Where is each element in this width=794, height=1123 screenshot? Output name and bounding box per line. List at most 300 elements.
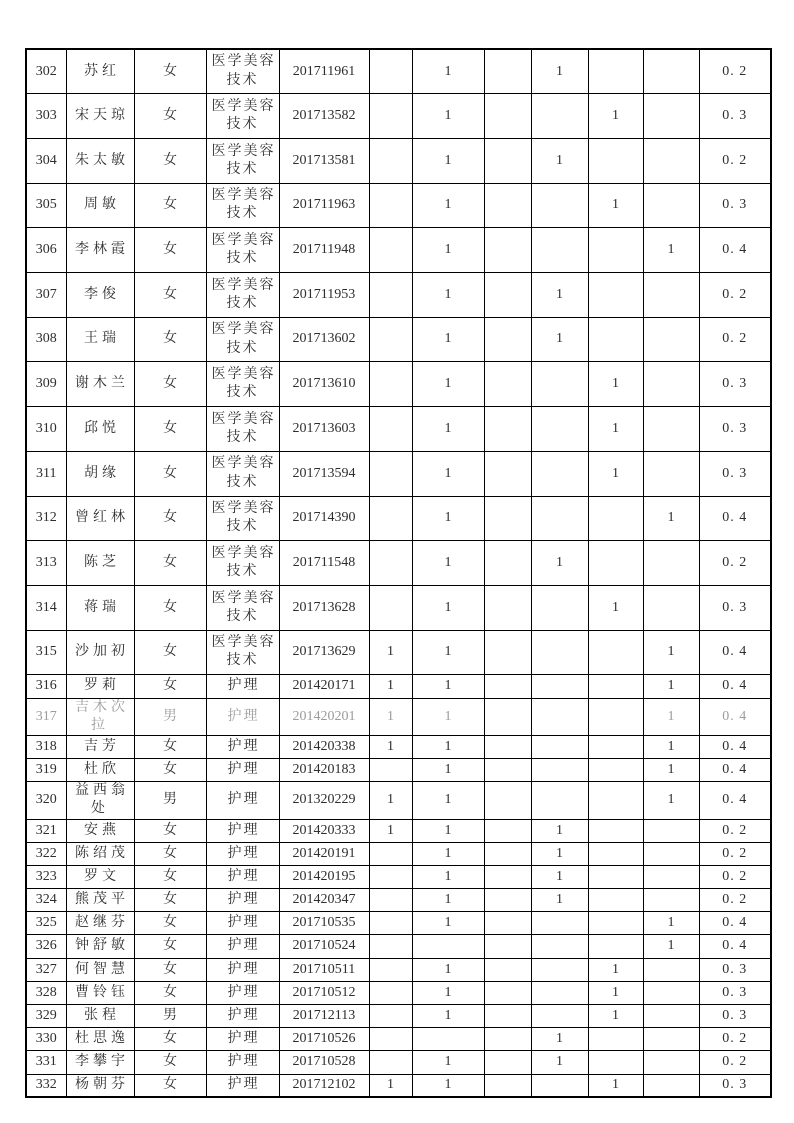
cell-mark-e bbox=[588, 541, 643, 586]
cell-name: 蒋瑞 bbox=[66, 585, 134, 630]
cell-mark-f bbox=[643, 819, 699, 842]
cell-mark-a bbox=[369, 317, 412, 362]
cell-row-number: 318 bbox=[26, 735, 66, 758]
cell-mark-b: 1 bbox=[412, 49, 484, 94]
cell-row-number: 322 bbox=[26, 842, 66, 865]
cell-mark-a bbox=[369, 958, 412, 981]
cell-name: 杜思逸 bbox=[66, 1028, 134, 1051]
cell-major: 护理 bbox=[206, 1004, 279, 1027]
cell-mark-a bbox=[369, 362, 412, 407]
cell-gender: 女 bbox=[134, 94, 206, 139]
cell-gender: 女 bbox=[134, 675, 206, 698]
cell-row-number: 314 bbox=[26, 585, 66, 630]
cell-major: 护理 bbox=[206, 1051, 279, 1074]
table-row bbox=[26, 865, 771, 888]
cell-score: 0. 2 bbox=[699, 1051, 771, 1074]
cell-name: 苏红 bbox=[66, 49, 134, 94]
cell-student-id: 201711548 bbox=[279, 541, 369, 586]
cell-row-number: 311 bbox=[26, 451, 66, 496]
cell-mark-c bbox=[484, 782, 531, 819]
cell-student-id: 201714390 bbox=[279, 496, 369, 541]
cell-mark-f: 1 bbox=[643, 912, 699, 935]
cell-mark-c bbox=[484, 842, 531, 865]
table-row bbox=[26, 735, 771, 758]
cell-mark-f bbox=[643, 541, 699, 586]
cell-student-id: 201712102 bbox=[279, 1074, 369, 1097]
cell-student-id: 201420183 bbox=[279, 759, 369, 782]
cell-name: 沙加初 bbox=[66, 630, 134, 675]
cell-student-id: 201710526 bbox=[279, 1028, 369, 1051]
cell-mark-a bbox=[369, 407, 412, 452]
cell-score: 0. 3 bbox=[699, 1074, 771, 1097]
cell-student-id: 201713581 bbox=[279, 138, 369, 183]
cell-mark-d: 1 bbox=[531, 1051, 588, 1074]
cell-mark-c bbox=[484, 958, 531, 981]
cell-major: 医学美容技术 bbox=[206, 228, 279, 273]
cell-gender: 女 bbox=[134, 935, 206, 958]
cell-gender: 女 bbox=[134, 183, 206, 228]
cell-student-id: 201710512 bbox=[279, 981, 369, 1004]
table-row bbox=[26, 698, 771, 735]
cell-major: 医学美容技术 bbox=[206, 317, 279, 362]
cell-mark-c bbox=[484, 541, 531, 586]
cell-mark-d bbox=[531, 183, 588, 228]
cell-mark-b bbox=[412, 1028, 484, 1051]
cell-mark-e bbox=[588, 496, 643, 541]
cell-mark-a bbox=[369, 912, 412, 935]
cell-mark-a bbox=[369, 585, 412, 630]
cell-student-id: 201710524 bbox=[279, 935, 369, 958]
cell-mark-b: 1 bbox=[412, 228, 484, 273]
cell-mark-a bbox=[369, 842, 412, 865]
table-row bbox=[26, 889, 771, 912]
cell-mark-e: 1 bbox=[588, 981, 643, 1004]
cell-mark-e bbox=[588, 630, 643, 675]
cell-major: 医学美容技术 bbox=[206, 541, 279, 586]
cell-mark-c bbox=[484, 273, 531, 318]
cell-row-number: 323 bbox=[26, 865, 66, 888]
cell-score: 0. 2 bbox=[699, 317, 771, 362]
cell-mark-b: 1 bbox=[412, 451, 484, 496]
cell-mark-e bbox=[588, 782, 643, 819]
table-row bbox=[26, 912, 771, 935]
cell-mark-f: 1 bbox=[643, 935, 699, 958]
cell-mark-a bbox=[369, 759, 412, 782]
cell-mark-d bbox=[531, 698, 588, 735]
cell-mark-d: 1 bbox=[531, 889, 588, 912]
cell-score: 0. 3 bbox=[699, 451, 771, 496]
cell-gender: 男 bbox=[134, 782, 206, 819]
cell-mark-d bbox=[531, 585, 588, 630]
cell-major: 医学美容技术 bbox=[206, 585, 279, 630]
cell-row-number: 321 bbox=[26, 819, 66, 842]
cell-mark-d bbox=[531, 958, 588, 981]
cell-mark-b: 1 bbox=[412, 698, 484, 735]
cell-mark-d bbox=[531, 1004, 588, 1027]
cell-major: 护理 bbox=[206, 819, 279, 842]
cell-mark-c bbox=[484, 49, 531, 94]
cell-gender: 女 bbox=[134, 451, 206, 496]
table-row bbox=[26, 981, 771, 1004]
cell-name: 罗文 bbox=[66, 865, 134, 888]
cell-score: 0. 3 bbox=[699, 407, 771, 452]
cell-mark-d bbox=[531, 630, 588, 675]
table-row bbox=[26, 1051, 771, 1074]
cell-row-number: 303 bbox=[26, 94, 66, 139]
cell-row-number: 309 bbox=[26, 362, 66, 407]
cell-mark-d: 1 bbox=[531, 865, 588, 888]
cell-mark-c bbox=[484, 819, 531, 842]
cell-name: 李俊 bbox=[66, 273, 134, 318]
cell-mark-c bbox=[484, 675, 531, 698]
cell-row-number: 330 bbox=[26, 1028, 66, 1051]
cell-row-number: 331 bbox=[26, 1051, 66, 1074]
cell-student-id: 201713582 bbox=[279, 94, 369, 139]
cell-mark-e bbox=[588, 1028, 643, 1051]
cell-mark-b: 1 bbox=[412, 981, 484, 1004]
cell-mark-f bbox=[643, 451, 699, 496]
table-row bbox=[26, 407, 771, 452]
cell-score: 0. 4 bbox=[699, 675, 771, 698]
cell-row-number: 317 bbox=[26, 698, 66, 735]
cell-mark-e: 1 bbox=[588, 1004, 643, 1027]
cell-major: 护理 bbox=[206, 889, 279, 912]
cell-score: 0. 3 bbox=[699, 362, 771, 407]
cell-mark-b: 1 bbox=[412, 675, 484, 698]
table-row bbox=[26, 496, 771, 541]
cell-major: 护理 bbox=[206, 698, 279, 735]
cell-score: 0. 4 bbox=[699, 935, 771, 958]
cell-mark-d: 1 bbox=[531, 317, 588, 362]
table-row bbox=[26, 541, 771, 586]
cell-gender: 女 bbox=[134, 317, 206, 362]
cell-mark-b: 1 bbox=[412, 183, 484, 228]
cell-student-id: 201713594 bbox=[279, 451, 369, 496]
cell-mark-a bbox=[369, 1028, 412, 1051]
cell-mark-a bbox=[369, 935, 412, 958]
cell-gender: 女 bbox=[134, 1051, 206, 1074]
table-row bbox=[26, 759, 771, 782]
cell-mark-e bbox=[588, 698, 643, 735]
cell-gender: 女 bbox=[134, 362, 206, 407]
cell-mark-a: 1 bbox=[369, 819, 412, 842]
cell-student-id: 201420171 bbox=[279, 675, 369, 698]
table-row bbox=[26, 138, 771, 183]
cell-mark-b: 1 bbox=[412, 585, 484, 630]
cell-student-id: 201420347 bbox=[279, 889, 369, 912]
cell-student-id: 201713628 bbox=[279, 585, 369, 630]
cell-row-number: 320 bbox=[26, 782, 66, 819]
cell-mark-d bbox=[531, 981, 588, 1004]
cell-name: 胡缘 bbox=[66, 451, 134, 496]
cell-mark-a bbox=[369, 865, 412, 888]
cell-mark-e bbox=[588, 317, 643, 362]
cell-gender: 女 bbox=[134, 496, 206, 541]
cell-major: 医学美容技术 bbox=[206, 49, 279, 94]
cell-mark-a: 1 bbox=[369, 698, 412, 735]
cell-mark-b: 1 bbox=[412, 889, 484, 912]
cell-gender: 女 bbox=[134, 819, 206, 842]
cell-mark-a bbox=[369, 49, 412, 94]
cell-mark-b: 1 bbox=[412, 138, 484, 183]
cell-row-number: 315 bbox=[26, 630, 66, 675]
cell-mark-c bbox=[484, 1028, 531, 1051]
table-row bbox=[26, 94, 771, 139]
cell-mark-f bbox=[643, 585, 699, 630]
cell-major: 护理 bbox=[206, 981, 279, 1004]
cell-mark-b: 1 bbox=[412, 541, 484, 586]
cell-score: 0. 4 bbox=[699, 912, 771, 935]
cell-mark-d: 1 bbox=[531, 138, 588, 183]
cell-student-id: 201713602 bbox=[279, 317, 369, 362]
table-row bbox=[26, 273, 771, 318]
cell-student-id: 201420195 bbox=[279, 865, 369, 888]
cell-mark-d bbox=[531, 94, 588, 139]
cell-mark-f: 1 bbox=[643, 698, 699, 735]
cell-student-id: 201712113 bbox=[279, 1004, 369, 1027]
cell-mark-e bbox=[588, 1051, 643, 1074]
cell-gender: 女 bbox=[134, 228, 206, 273]
cell-mark-b: 1 bbox=[412, 912, 484, 935]
cell-mark-a bbox=[369, 496, 412, 541]
cell-mark-b: 1 bbox=[412, 407, 484, 452]
cell-name: 吉木次拉 bbox=[66, 698, 134, 735]
table-row bbox=[26, 842, 771, 865]
cell-name: 安燕 bbox=[66, 819, 134, 842]
cell-name: 朱太敏 bbox=[66, 138, 134, 183]
table-row bbox=[26, 630, 771, 675]
cell-major: 医学美容技术 bbox=[206, 362, 279, 407]
cell-score: 0. 3 bbox=[699, 585, 771, 630]
cell-mark-e bbox=[588, 865, 643, 888]
cell-mark-e bbox=[588, 759, 643, 782]
cell-mark-d bbox=[531, 228, 588, 273]
table-row bbox=[26, 362, 771, 407]
cell-gender: 女 bbox=[134, 541, 206, 586]
cell-mark-e: 1 bbox=[588, 183, 643, 228]
cell-mark-c bbox=[484, 1051, 531, 1074]
cell-name: 张程 bbox=[66, 1004, 134, 1027]
cell-mark-e bbox=[588, 228, 643, 273]
cell-mark-d bbox=[531, 407, 588, 452]
cell-mark-f bbox=[643, 981, 699, 1004]
cell-gender: 女 bbox=[134, 759, 206, 782]
cell-mark-e: 1 bbox=[588, 958, 643, 981]
cell-score: 0. 2 bbox=[699, 273, 771, 318]
cell-major: 医学美容技术 bbox=[206, 94, 279, 139]
cell-row-number: 325 bbox=[26, 912, 66, 935]
cell-mark-a bbox=[369, 981, 412, 1004]
cell-score: 0. 2 bbox=[699, 49, 771, 94]
cell-mark-b: 1 bbox=[412, 819, 484, 842]
cell-mark-f bbox=[643, 1074, 699, 1097]
cell-row-number: 324 bbox=[26, 889, 66, 912]
cell-row-number: 332 bbox=[26, 1074, 66, 1097]
cell-row-number: 328 bbox=[26, 981, 66, 1004]
cell-row-number: 326 bbox=[26, 935, 66, 958]
cell-mark-c bbox=[484, 935, 531, 958]
cell-mark-e bbox=[588, 819, 643, 842]
cell-name: 钟舒敏 bbox=[66, 935, 134, 958]
cell-score: 0. 2 bbox=[699, 1028, 771, 1051]
cell-name: 杨朝芬 bbox=[66, 1074, 134, 1097]
cell-gender: 男 bbox=[134, 1004, 206, 1027]
cell-mark-c bbox=[484, 698, 531, 735]
cell-mark-c bbox=[484, 1004, 531, 1027]
cell-mark-f bbox=[643, 94, 699, 139]
cell-gender: 女 bbox=[134, 138, 206, 183]
cell-mark-f bbox=[643, 317, 699, 362]
cell-mark-b: 1 bbox=[412, 782, 484, 819]
cell-mark-e: 1 bbox=[588, 94, 643, 139]
cell-row-number: 307 bbox=[26, 273, 66, 318]
cell-mark-e bbox=[588, 889, 643, 912]
cell-student-id: 201420201 bbox=[279, 698, 369, 735]
cell-mark-e: 1 bbox=[588, 407, 643, 452]
cell-score: 0. 4 bbox=[699, 496, 771, 541]
cell-score: 0. 4 bbox=[699, 759, 771, 782]
cell-major: 医学美容技术 bbox=[206, 183, 279, 228]
cell-student-id: 201713610 bbox=[279, 362, 369, 407]
cell-mark-f bbox=[643, 407, 699, 452]
cell-mark-f bbox=[643, 1028, 699, 1051]
cell-mark-f: 1 bbox=[643, 630, 699, 675]
cell-mark-d: 1 bbox=[531, 541, 588, 586]
cell-mark-a bbox=[369, 94, 412, 139]
cell-score: 0. 3 bbox=[699, 958, 771, 981]
cell-mark-d: 1 bbox=[531, 842, 588, 865]
cell-row-number: 329 bbox=[26, 1004, 66, 1027]
cell-mark-f: 1 bbox=[643, 675, 699, 698]
cell-major: 护理 bbox=[206, 735, 279, 758]
cell-student-id: 201420338 bbox=[279, 735, 369, 758]
cell-mark-c bbox=[484, 362, 531, 407]
cell-mark-b: 1 bbox=[412, 735, 484, 758]
cell-row-number: 312 bbox=[26, 496, 66, 541]
cell-mark-f bbox=[643, 138, 699, 183]
cell-mark-d bbox=[531, 496, 588, 541]
cell-mark-c bbox=[484, 585, 531, 630]
cell-gender: 女 bbox=[134, 585, 206, 630]
cell-major: 护理 bbox=[206, 842, 279, 865]
cell-score: 0. 3 bbox=[699, 94, 771, 139]
cell-mark-a bbox=[369, 889, 412, 912]
cell-mark-f bbox=[643, 273, 699, 318]
cell-mark-d bbox=[531, 735, 588, 758]
cell-score: 0. 3 bbox=[699, 1004, 771, 1027]
cell-row-number: 305 bbox=[26, 183, 66, 228]
cell-mark-c bbox=[484, 407, 531, 452]
cell-mark-b: 1 bbox=[412, 759, 484, 782]
cell-name: 周敏 bbox=[66, 183, 134, 228]
cell-name: 杜欣 bbox=[66, 759, 134, 782]
cell-mark-f: 1 bbox=[643, 228, 699, 273]
cell-student-id: 201420191 bbox=[279, 842, 369, 865]
cell-mark-f bbox=[643, 889, 699, 912]
cell-major: 医学美容技术 bbox=[206, 451, 279, 496]
cell-gender: 女 bbox=[134, 1074, 206, 1097]
cell-mark-b: 1 bbox=[412, 94, 484, 139]
cell-student-id: 201320229 bbox=[279, 782, 369, 819]
cell-mark-e bbox=[588, 935, 643, 958]
cell-row-number: 310 bbox=[26, 407, 66, 452]
table-row bbox=[26, 183, 771, 228]
cell-mark-c bbox=[484, 1074, 531, 1097]
cell-mark-a bbox=[369, 1051, 412, 1074]
cell-mark-a bbox=[369, 1004, 412, 1027]
table-row bbox=[26, 1028, 771, 1051]
cell-mark-d: 1 bbox=[531, 273, 588, 318]
cell-mark-f: 1 bbox=[643, 496, 699, 541]
cell-name: 何智慧 bbox=[66, 958, 134, 981]
cell-mark-a: 1 bbox=[369, 1074, 412, 1097]
cell-student-id: 201711961 bbox=[279, 49, 369, 94]
cell-mark-c bbox=[484, 981, 531, 1004]
table-row bbox=[26, 317, 771, 362]
student-table bbox=[25, 48, 772, 1098]
cell-name: 邱悦 bbox=[66, 407, 134, 452]
table-row bbox=[26, 819, 771, 842]
cell-major: 护理 bbox=[206, 958, 279, 981]
cell-mark-b: 1 bbox=[412, 865, 484, 888]
cell-name: 吉芳 bbox=[66, 735, 134, 758]
cell-student-id: 201710528 bbox=[279, 1051, 369, 1074]
cell-name: 陈芝 bbox=[66, 541, 134, 586]
table-row bbox=[26, 585, 771, 630]
cell-mark-b: 1 bbox=[412, 958, 484, 981]
cell-gender: 女 bbox=[134, 273, 206, 318]
cell-score: 0. 4 bbox=[699, 698, 771, 735]
cell-major: 医学美容技术 bbox=[206, 273, 279, 318]
cell-mark-f bbox=[643, 865, 699, 888]
cell-row-number: 304 bbox=[26, 138, 66, 183]
cell-mark-c bbox=[484, 889, 531, 912]
cell-mark-f bbox=[643, 1051, 699, 1074]
cell-mark-b: 1 bbox=[412, 842, 484, 865]
cell-mark-d bbox=[531, 451, 588, 496]
cell-mark-c bbox=[484, 138, 531, 183]
cell-row-number: 327 bbox=[26, 958, 66, 981]
cell-mark-b: 1 bbox=[412, 362, 484, 407]
cell-mark-d: 1 bbox=[531, 49, 588, 94]
cell-major: 护理 bbox=[206, 1028, 279, 1051]
cell-score: 0. 3 bbox=[699, 981, 771, 1004]
cell-student-id: 201420333 bbox=[279, 819, 369, 842]
cell-mark-a bbox=[369, 183, 412, 228]
cell-score: 0. 2 bbox=[699, 541, 771, 586]
cell-gender: 女 bbox=[134, 958, 206, 981]
cell-gender: 女 bbox=[134, 407, 206, 452]
cell-mark-b: 1 bbox=[412, 1074, 484, 1097]
table-row bbox=[26, 675, 771, 698]
cell-mark-d: 1 bbox=[531, 819, 588, 842]
cell-name: 李攀宇 bbox=[66, 1051, 134, 1074]
cell-mark-f: 1 bbox=[643, 782, 699, 819]
cell-mark-f bbox=[643, 1004, 699, 1027]
cell-gender: 女 bbox=[134, 889, 206, 912]
cell-mark-d bbox=[531, 675, 588, 698]
cell-mark-c bbox=[484, 317, 531, 362]
cell-mark-a bbox=[369, 228, 412, 273]
cell-mark-a: 1 bbox=[369, 735, 412, 758]
cell-mark-b: 1 bbox=[412, 1051, 484, 1074]
cell-mark-f bbox=[643, 842, 699, 865]
cell-gender: 女 bbox=[134, 1028, 206, 1051]
cell-mark-e bbox=[588, 842, 643, 865]
cell-mark-f bbox=[643, 183, 699, 228]
cell-mark-f bbox=[643, 362, 699, 407]
cell-row-number: 319 bbox=[26, 759, 66, 782]
